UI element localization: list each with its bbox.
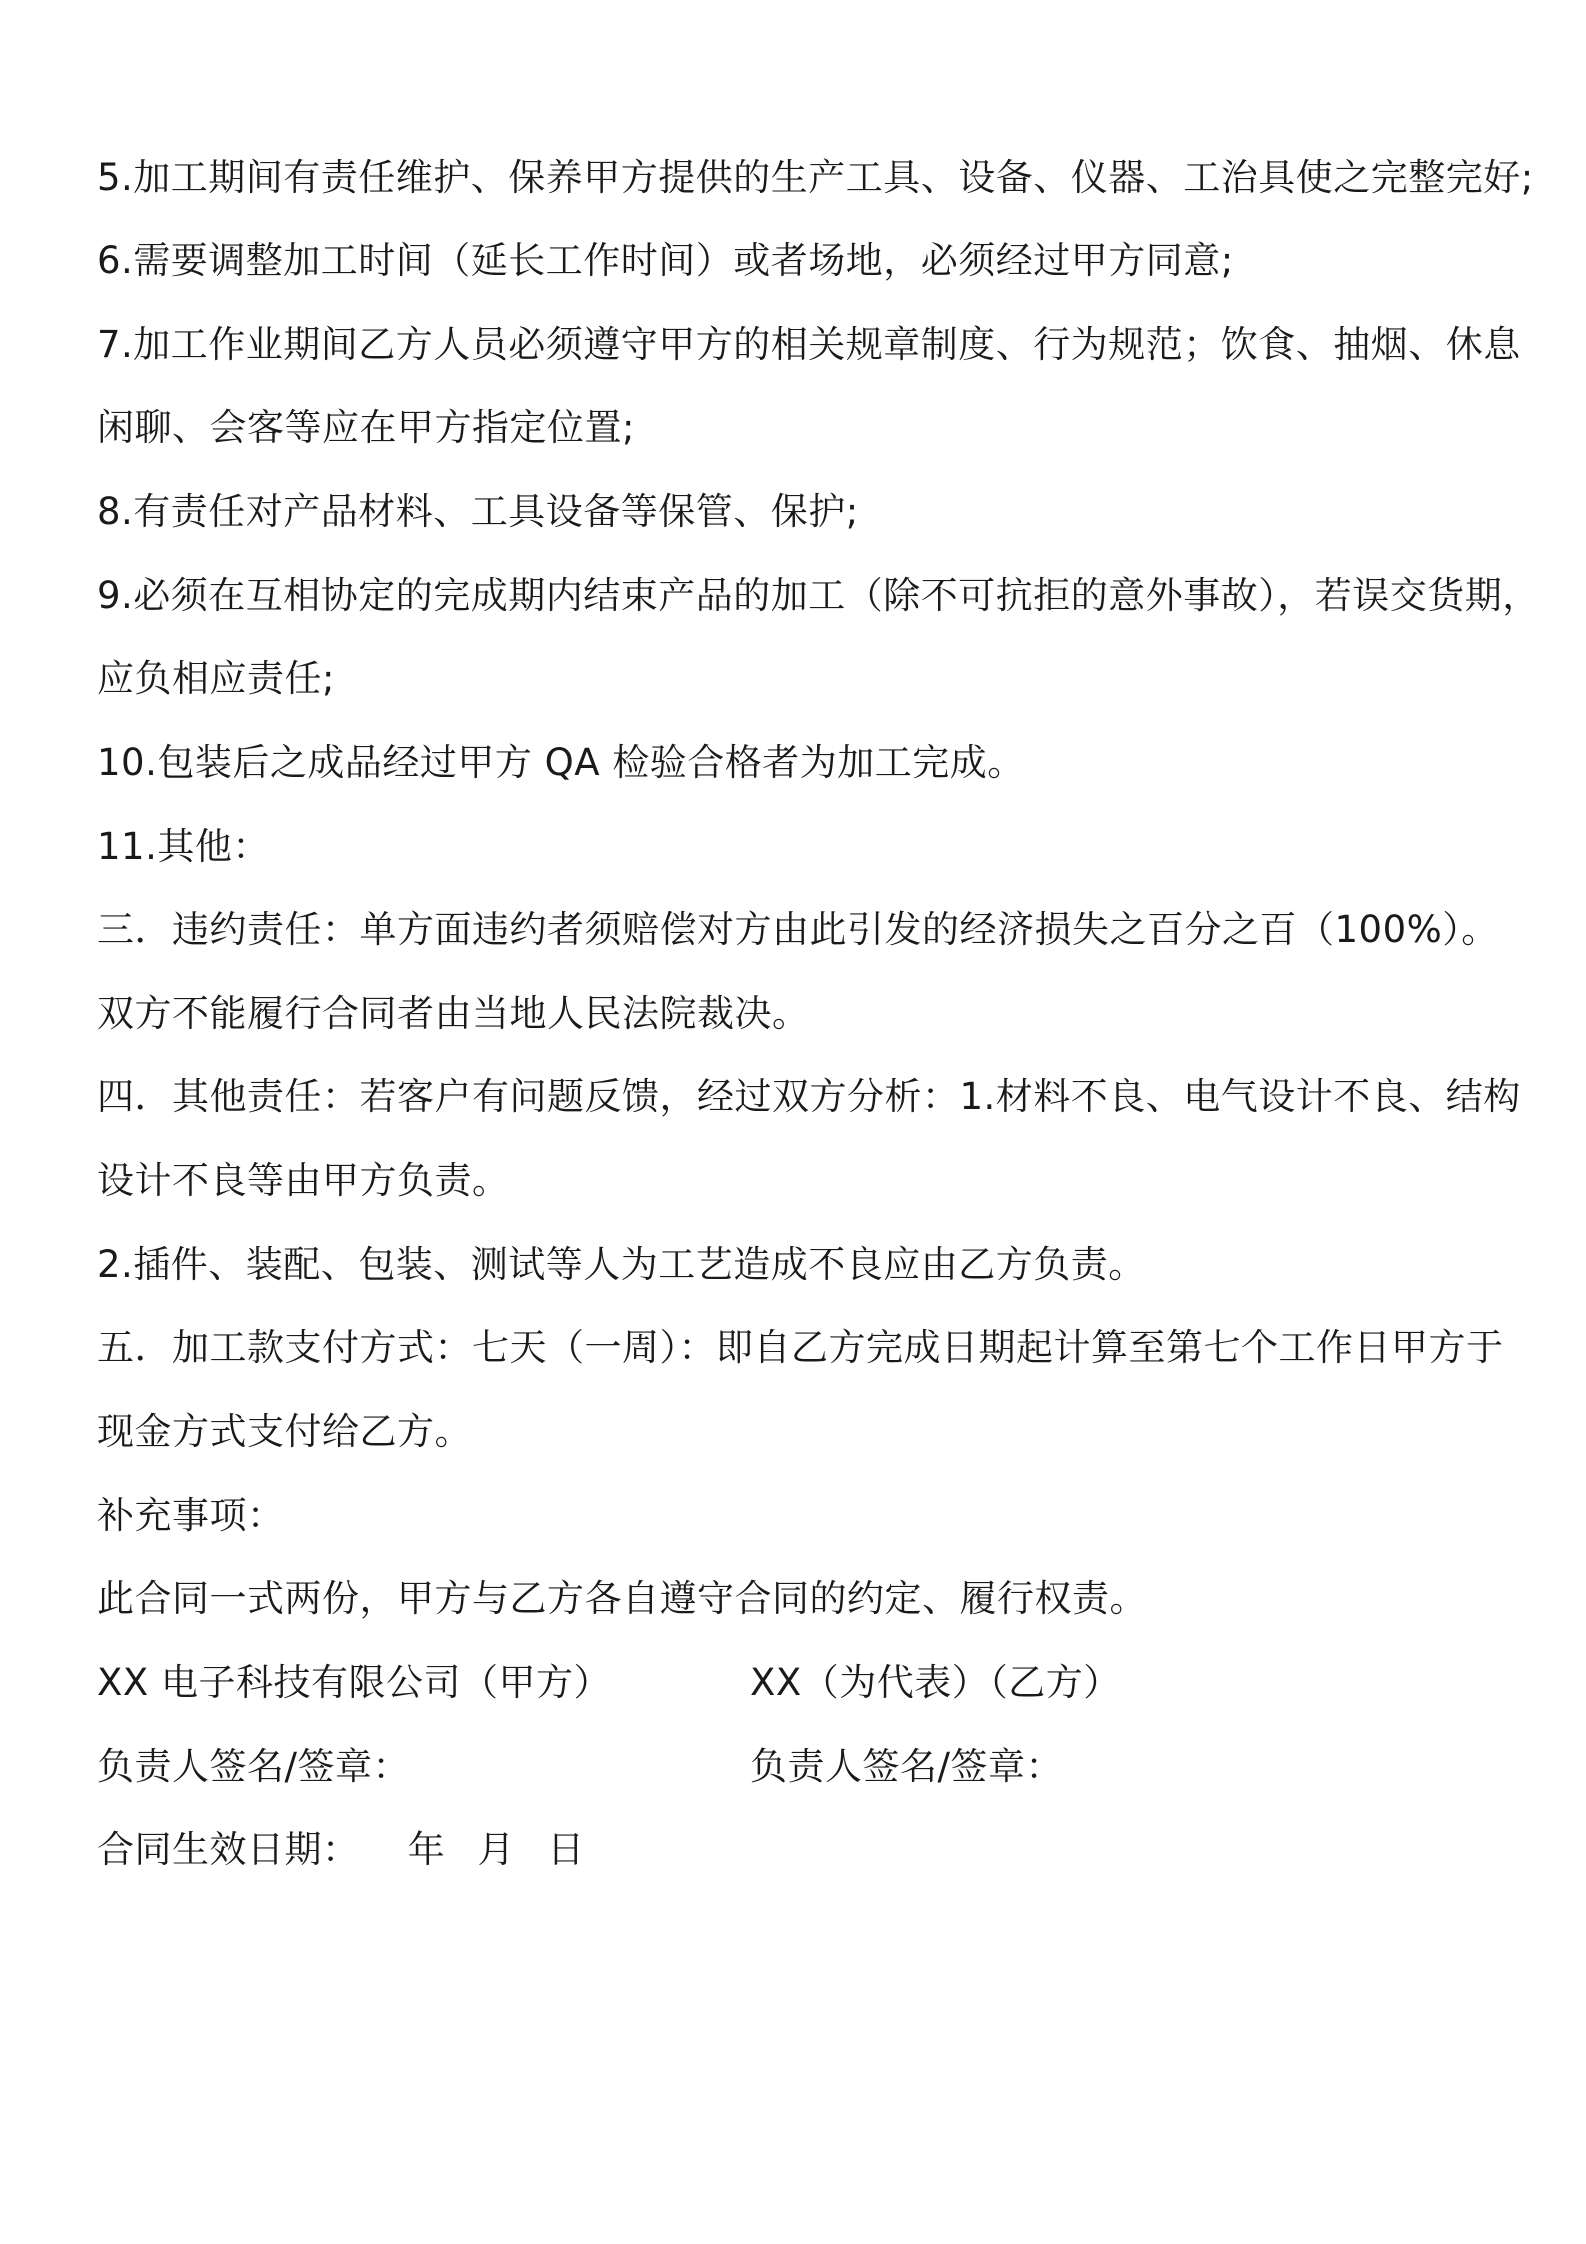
date-year-label: 年 [407,1828,446,1871]
section-4-line-3: 2.插件、装配、包装、测试等人为工艺造成不良应由乙方负责。 [97,1243,1146,1286]
section-5-line-2: 现金方式支付给乙方。 [97,1410,472,1453]
section-3-line-2: 双方不能履行合同者由当地人民法院裁决。 [97,992,810,1035]
clause-5: 5.加工期间有责任维护、保养甲方提供的生产工具、设备、仪器、工治具使之完整完好; [97,156,1534,199]
clause-9-line-1: 9.必须在互相协定的完成期内结束产品的加工（除不可抗拒的意外事故），若误交货期， [97,574,1540,617]
section-5-line-1: 五．加工款支付方式：七天（一周）：即自乙方完成日期起计算至第七个工作日甲方于 [97,1326,1504,1369]
party-a-name: XX 电子科技有限公司（甲方） [97,1661,611,1704]
clause-11: 11.其他： [97,825,270,868]
party-a-signature-label: 负责人签名/签章： [97,1745,410,1788]
section-4-line-1: 四．其他责任：若客户有问题反馈，经过双方分析：1.材料不良、电气设计不良、结构 [97,1075,1521,1118]
date-month-label: 月 [477,1828,516,1871]
effective-date-label: 合同生效日期： [97,1828,360,1871]
clause-8: 8.有责任对产品材料、工具设备等保管、保护; [97,490,859,533]
date-day-label: 日 [547,1828,585,1871]
clause-6: 6.需要调整加工时间（延长工作时间）或者场地，必须经过甲方同意; [97,239,1234,282]
clause-7-line-2: 闲聊、会客等应在甲方指定位置; [97,406,635,449]
section-4-line-2: 设计不良等由甲方负责。 [97,1159,510,1202]
supplement-text: 此合同一式两份，甲方与乙方各自遵守合同的约定、履行权责。 [97,1577,1147,1620]
clause-9-line-2: 应负相应责任; [97,657,335,700]
supplement-heading: 补充事项： [97,1494,285,1537]
clause-10: 10.包装后之成品经过甲方 QA 检验合格者为加工完成。 [97,741,1025,784]
party-b-name: XX（为代表）（乙方） [750,1661,1121,1704]
clause-7-line-1: 7.加工作业期间乙方人员必须遵守甲方的相关规章制度、行为规范；饮食、抽烟、休息 [97,323,1521,366]
effective-date-row [97,1825,1517,1875]
party-b-signature-label: 负责人签名/签章： [750,1745,1063,1788]
section-3-line-1: 三．违约责任：单方面违约者须赔偿对方由此引发的经济损失之百分之百（100%）。 [97,908,1499,951]
